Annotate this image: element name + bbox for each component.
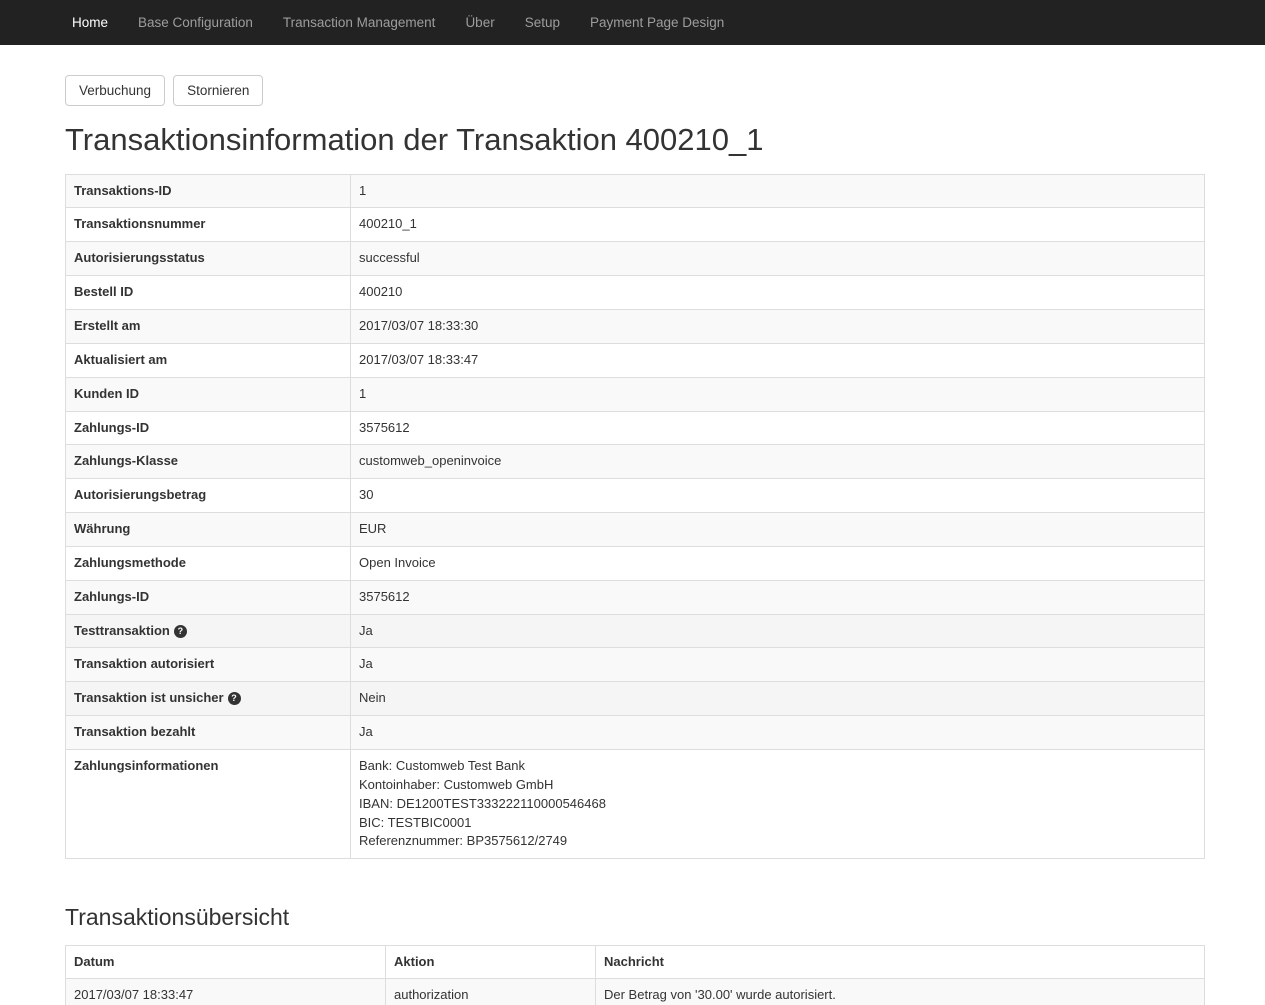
overview-col-nachricht: Nachricht: [596, 945, 1205, 979]
info-row-value: 400210_1: [351, 208, 1205, 242]
question-circle-icon[interactable]: ?: [174, 625, 187, 638]
section-spacer: [65, 859, 1205, 904]
info-label-text: Zahlungs-ID: [74, 588, 150, 604]
info-row-label: [66, 310, 351, 344]
table-row: [66, 208, 1205, 242]
info-label-text: Transaktion bezahlt: [74, 724, 196, 740]
table-row: [66, 445, 1205, 479]
table-row: [66, 310, 1205, 344]
table-row: [66, 411, 1205, 445]
table-row: [66, 648, 1205, 682]
info-row-value: Nein: [351, 682, 1205, 716]
nav-item-transaction-management[interactable]: Transaction Management: [282, 15, 436, 30]
info-row-value: customweb_openinvoice: [351, 445, 1205, 479]
info-row-label: [66, 682, 351, 716]
table-row: [66, 377, 1205, 411]
info-row-label: [66, 174, 351, 208]
info-label-text: Transaktion ist unsicher: [74, 690, 224, 706]
page-content: [0, 45, 1265, 1005]
nav-item-home[interactable]: Home: [72, 15, 109, 30]
info-row-value: 2017/03/07 18:33:30: [351, 310, 1205, 344]
question-circle-icon[interactable]: ?: [228, 692, 241, 705]
info-label-text: Autorisierungsbetrag: [74, 487, 207, 503]
info-label-text: Zahlungs-Klasse: [74, 453, 179, 469]
table-row: [66, 682, 1205, 716]
info-label-text: Testtransaktion: [74, 622, 170, 638]
info-row-label: [66, 614, 351, 648]
table-row: [66, 242, 1205, 276]
info-row-value: 1: [351, 174, 1205, 208]
info-row-value: 3575612: [351, 580, 1205, 614]
info-label-text: Transaktionsnummer: [74, 216, 206, 232]
info-label-text: Währung: [74, 521, 131, 537]
payment-info-line: IBAN: DE1200TEST333222110000546468: [359, 795, 606, 811]
info-row-label: [66, 580, 351, 614]
transaction-info-table: [65, 174, 1205, 860]
overview-col-datum: Datum: [66, 945, 386, 979]
info-row-value: 2017/03/07 18:33:47: [351, 343, 1205, 377]
info-label-text: Zahlungsmethode: [74, 554, 186, 570]
table-row: [66, 979, 1205, 1005]
payment-info-value: [351, 749, 1205, 858]
payment-info-line: Referenznummer: BP3575612/2749: [359, 833, 568, 849]
info-row-label: [66, 377, 351, 411]
nav-item-setup[interactable]: Setup: [524, 15, 560, 30]
info-row-label: [66, 208, 351, 242]
info-row-label: [66, 343, 351, 377]
table-row: [66, 276, 1205, 310]
info-row-label: [66, 648, 351, 682]
table-row: [66, 479, 1205, 513]
page-title: Transaktionsinformation der Transaktion 400210_1: [65, 122, 764, 157]
info-label-text: Kunden ID: [74, 385, 139, 401]
payment-info-label: Zahlungsinformationen: [66, 749, 351, 858]
info-row-value: Open Invoice: [351, 546, 1205, 580]
info-row-label: [66, 445, 351, 479]
info-row-value: 3575612: [351, 411, 1205, 445]
info-row-value: Ja: [351, 614, 1205, 648]
action-button-row: [65, 75, 1205, 106]
table-row: [66, 546, 1205, 580]
info-row-label: [66, 411, 351, 445]
info-row-value: 1: [351, 377, 1205, 411]
table-row: [66, 343, 1205, 377]
overview-cell-message: Der Betrag von '30.00' wurde autorisiert.: [596, 979, 1205, 1005]
payment-info-line: Bank: Customweb Test Bank: [359, 757, 525, 773]
top-navbar: [0, 0, 1265, 45]
info-row-label: [66, 513, 351, 547]
table-row: [66, 716, 1205, 750]
transaction-overview-table: [65, 945, 1205, 1005]
overview-cell-action: authorization: [386, 979, 596, 1005]
info-row-label: [66, 546, 351, 580]
info-label-text: Erstellt am: [74, 318, 141, 334]
info-label-text: Autorisierungsstatus: [74, 250, 205, 266]
info-row-label: [66, 716, 351, 750]
table-row: [66, 580, 1205, 614]
payment-info-line: Kontoinhaber: Customweb GmbH: [359, 776, 554, 792]
info-row-label: [66, 242, 351, 276]
info-row-label: [66, 276, 351, 310]
capture-button[interactable]: Verbuchung: [65, 75, 165, 106]
info-label-text: Transaktions-ID: [74, 182, 172, 198]
cancel-transaction-button[interactable]: Stornieren: [173, 75, 263, 106]
table-row: [66, 614, 1205, 648]
info-row-value: Ja: [351, 716, 1205, 750]
overview-col-aktion: Aktion: [386, 945, 596, 979]
info-row-value: 400210: [351, 276, 1205, 310]
overview-header-row: [66, 945, 1205, 979]
info-row-value: successful: [351, 242, 1205, 276]
overview-cell-date: 2017/03/07 18:33:47: [66, 979, 386, 1005]
overview-head: [66, 945, 1205, 979]
nav-item-payment-page-design[interactable]: Payment Page Design: [589, 15, 725, 30]
table-row: [66, 749, 1205, 858]
payment-info-line: BIC: TESTBIC0001: [359, 814, 472, 830]
info-row-value: EUR: [351, 513, 1205, 547]
info-label-text: Transaktion autorisiert: [74, 656, 215, 672]
transaction-info-body: [66, 174, 1205, 859]
table-row: [66, 174, 1205, 208]
info-row-label: [66, 479, 351, 513]
info-label-text: Zahlungs-ID: [74, 419, 150, 435]
table-row: [66, 513, 1205, 547]
overview-body: [66, 979, 1205, 1005]
nav-item-ueber[interactable]: Über: [465, 15, 495, 30]
info-row-value: Ja: [351, 648, 1205, 682]
nav-item-base-configuration[interactable]: Base Configuration: [138, 15, 253, 30]
info-label-text: Aktualisiert am: [74, 351, 168, 367]
overview-section-title: Transaktionsübersicht: [65, 904, 290, 931]
info-row-value: 30: [351, 479, 1205, 513]
info-label-text: Bestell ID: [74, 284, 134, 300]
